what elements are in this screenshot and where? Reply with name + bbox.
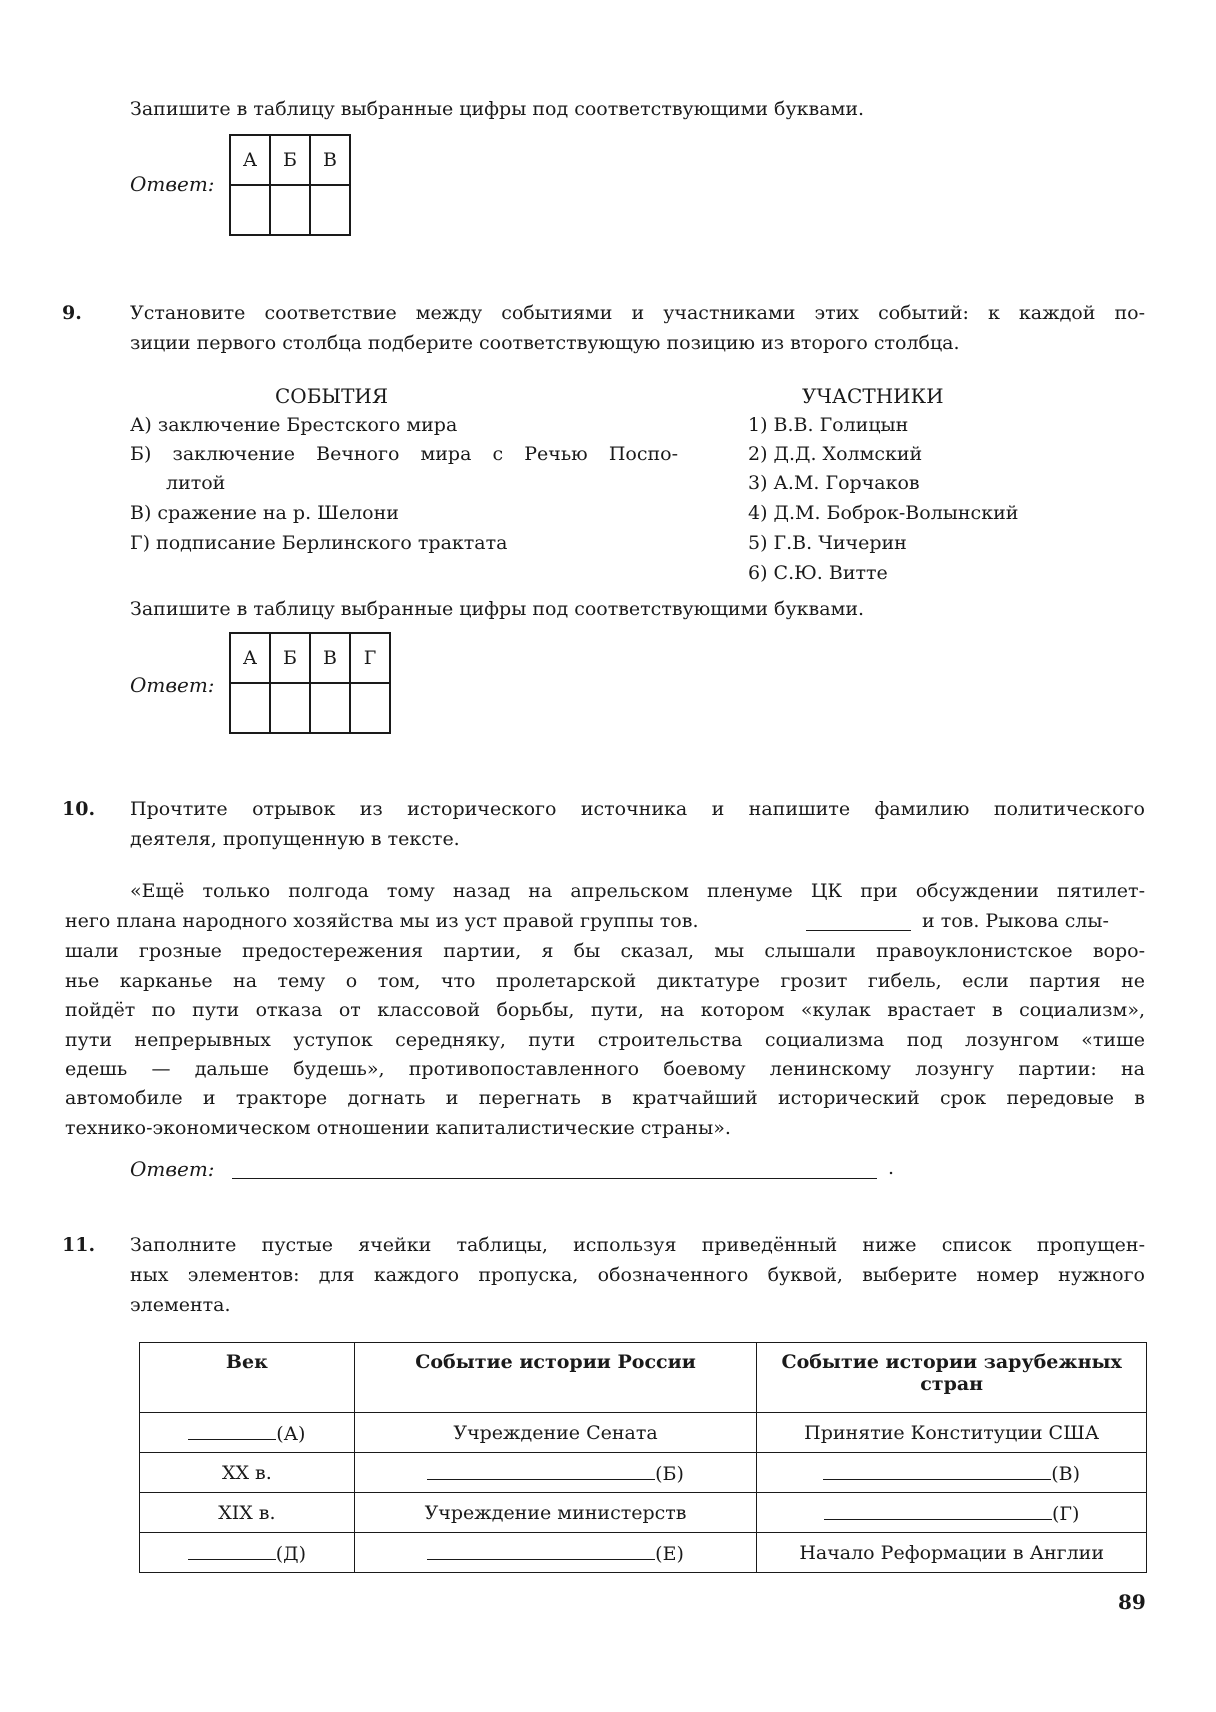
q11-cell-a[interactable] <box>140 1413 355 1453</box>
q11-header-russia: Событие истории России <box>354 1343 757 1413</box>
q11-header-foreign: Событие истории зарубежных стран <box>757 1343 1147 1413</box>
q9-participant-6: 6) С.Ю. Витте <box>748 562 888 584</box>
q8-answer-table <box>229 134 351 236</box>
q11-prompt-line-3: элемента. <box>130 1294 231 1316</box>
q11-cell-e-label: (Е) <box>655 1542 684 1565</box>
q11-table-header-row <box>140 1343 1147 1413</box>
q10-quote-line-2b: и тов. Рыкова слы- <box>922 910 1109 932</box>
q10-answer-period: . <box>888 1157 895 1179</box>
q10-answer-line[interactable] <box>232 1178 877 1179</box>
q9-participant-2: 2) Д.Д. Холмский <box>748 443 923 465</box>
blank-line <box>188 1421 276 1440</box>
q9-event-v: В) сражение на р. Шелони <box>130 502 399 524</box>
q11-cell-senate: Учреждение Сената <box>354 1413 757 1453</box>
table-row <box>140 1533 1147 1573</box>
q9-answer-cell-g[interactable] <box>350 683 390 733</box>
q8-answer-label: Ответ: <box>130 172 215 196</box>
q9-event-b-cont: литой <box>166 472 226 494</box>
q10-quote-line-6: пути непрерывных уступок середняку, пути строительства социализма под лозунгом «тише <box>65 1029 1145 1051</box>
q10-inline-blank <box>806 930 911 931</box>
q9-participants-title: УЧАСТНИКИ <box>802 384 944 408</box>
q9-event-a: А) заключение Брестского мира <box>130 414 458 436</box>
q9-prompt-line-2: зиции первого столбца подберите соответствующую позицию из второго столбца. <box>130 332 960 354</box>
q10-prompt-line-2: деятеля, пропущенную в тексте. <box>130 828 460 850</box>
q9-number: 9. <box>62 302 82 324</box>
q10-quote-line-7: едешь — дальше будешь», противопоставленного боевому ленинскому лозунгу партии: на <box>65 1058 1145 1080</box>
q11-prompt-line-1: Заполните пустые ячейки таблицы, используя приведённый ниже список пропущен- <box>130 1234 1145 1256</box>
q9-header-a: А <box>230 633 270 683</box>
q10-quote-line-2a: него плана народного хозяйства мы из уст правой группы тов. <box>65 910 699 932</box>
q10-quote-line-1: «Ещё только полгода тому назад на апрельском пленуме ЦК при обсуждении пятилет- <box>130 880 1145 902</box>
blank-line <box>188 1541 276 1560</box>
q9-event-g: Г) подписание Берлинского трактата <box>130 532 508 554</box>
q10-prompt-line-1: Прочтите отрывок из исторического источника и напишите фамилию политического <box>130 798 1145 820</box>
q9-prompt-line-1: Установите соответствие между событиями и участниками этих событий: к каждой по- <box>130 302 1145 324</box>
q9-participant-3: 3) А.М. Горчаков <box>748 472 920 494</box>
q11-cell-v-label: (В) <box>1051 1462 1081 1485</box>
q11-cell-g-label: (Г) <box>1051 1502 1080 1525</box>
q8-header-b: Б <box>270 135 310 185</box>
q11-cell-a-label: (А) <box>276 1422 306 1445</box>
q11-cell-reformation: Начало Реформации в Англии <box>757 1533 1147 1573</box>
q9-answer-cell-b[interactable] <box>270 683 310 733</box>
q11-header-century: Век <box>140 1343 355 1413</box>
q10-quote-line-3: шали грозные предостережения партии, я бы сказал, мы слышали правоуклонистское воро- <box>65 940 1145 962</box>
q8-header-v: В <box>310 135 350 185</box>
page-number: 89 <box>1118 1590 1146 1614</box>
blank-line <box>823 1461 1051 1480</box>
q9-participant-5: 5) Г.В. Чичерин <box>748 532 907 554</box>
q8-answer-cell-v[interactable] <box>310 185 350 235</box>
q9-header-g: Г <box>350 633 390 683</box>
q10-answer-label: Ответ: <box>130 1157 215 1181</box>
q9-instruction: Запишите в таблицу выбранные цифры под соответствующими буквами. <box>130 598 865 620</box>
q9-answer-cell-v[interactable] <box>310 683 350 733</box>
q11-cell-usa-constitution: Принятие Конституции США <box>757 1413 1147 1453</box>
q8-header-a: А <box>230 135 270 185</box>
q9-events-title: СОБЫТИЯ <box>275 384 389 408</box>
q8-answer-cell-a[interactable] <box>230 185 270 235</box>
q9-answer-label: Ответ: <box>130 673 215 697</box>
q11-cell-e[interactable] <box>354 1533 757 1573</box>
blank-line <box>824 1501 1052 1520</box>
q9-participant-1: 1) В.В. Голицын <box>748 414 909 436</box>
q9-answer-table <box>229 632 391 734</box>
q10-number: 10. <box>62 798 96 820</box>
blank-line <box>427 1461 655 1480</box>
q9-participant-4: 4) Д.М. Боброк-Волынский <box>748 502 1019 524</box>
q9-header-v: В <box>310 633 350 683</box>
q11-prompt-line-2: ных элементов: для каждого пропуска, обозначенного буквой, выберите номер нужного <box>130 1264 1145 1286</box>
q8-instruction: Запишите в таблицу выбранные цифры под соответствующими буквами. <box>130 98 865 120</box>
table-row <box>140 1453 1147 1493</box>
q10-quote-line-5: пойдёт по пути отказа от классовой борьбы, пути, на котором «кулак врастает в социализм», <box>65 999 1145 1021</box>
q11-cell-b[interactable] <box>354 1453 757 1493</box>
q11-number: 11. <box>62 1234 96 1256</box>
q11-cell-ministries: Учреждение министерств <box>354 1493 757 1533</box>
q11-cell-g[interactable] <box>757 1493 1147 1533</box>
q10-quote-line-8: автомобиле и тракторе догнать и перегнать в кратчайший исторический срок передовые в <box>65 1087 1145 1109</box>
q9-answer-cell-a[interactable] <box>230 683 270 733</box>
q8-answer-cell-b[interactable] <box>270 185 310 235</box>
table-row <box>140 1493 1147 1533</box>
q9-header-b: Б <box>270 633 310 683</box>
blank-line <box>427 1541 655 1560</box>
table-row <box>140 1413 1147 1453</box>
q10-quote-line-9: технико-экономическом отношении капиталистические страны». <box>65 1117 731 1139</box>
q11-cell-d-label: (Д) <box>275 1542 306 1565</box>
q10-quote-line-4: нье карканье на тему о том, что пролетарской диктатуре грозит гибель, если партия не <box>65 970 1145 992</box>
q11-table <box>139 1342 1147 1573</box>
q11-cell-d[interactable] <box>140 1533 355 1573</box>
q11-cell-v[interactable] <box>757 1453 1147 1493</box>
q9-event-b: Б) заключение Вечного мира с Речью Поспо- <box>130 443 678 465</box>
q11-cell-b-label: (Б) <box>655 1462 684 1485</box>
q11-cell-xx-century: XX в. <box>140 1453 355 1493</box>
q11-cell-xix-century: XIX в. <box>140 1493 355 1533</box>
